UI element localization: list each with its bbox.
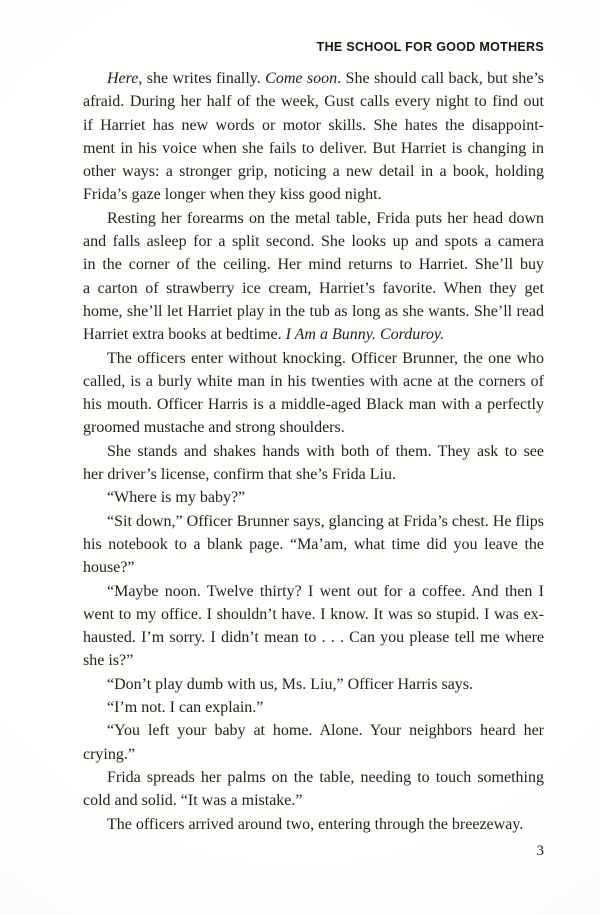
text-line: afraid. During her half of the week, Gust calls every night to find out <box>83 93 544 111</box>
text-line: She stands and shakes hands with both of them. They ask to see <box>107 442 544 460</box>
text-line: crying.” <box>83 745 135 763</box>
paragraph <box>83 67 544 207</box>
paragraph <box>83 719 544 766</box>
text-line: and falls asleep for a split second. She looks up and spots a camera <box>83 233 544 251</box>
page-number: 3 <box>536 843 544 859</box>
text-line: “I’m not. I can explain.” <box>107 699 264 717</box>
text-line: Resting her forearms on the metal table, Frida puts her head down <box>107 209 544 227</box>
text-line: ment in his voice when she fails to deliver. But Harriet is changing in <box>83 139 544 157</box>
text-line: called, is a burly white man in his twenties with acne at the corners of <box>83 372 544 390</box>
text-line: a carton of strawberry ice cream, Harriet’s favorite. When they get <box>83 279 544 297</box>
text-line: went to my office. I shouldn’t have. I know. It was so stupid. I was ex- <box>83 605 544 623</box>
text-line: “Sit down,” Officer Brunner says, glancing at Frida’s chest. He flips <box>107 512 544 530</box>
text-line: Frida spreads her palms on the table, needing to touch something <box>107 768 544 786</box>
body-text <box>83 67 544 836</box>
paragraph <box>83 766 544 813</box>
paragraph <box>83 673 544 696</box>
paragraph <box>83 696 544 719</box>
text-line: his notebook to a blank page. “Ma’am, what time did you leave the <box>83 535 544 553</box>
paragraph <box>83 347 544 440</box>
text-line: The officers arrived around two, entering through the breezeway. <box>107 815 524 833</box>
text-line: hausted. I’m sorry. I didn’t mean to . . . Can you please tell me where <box>83 629 544 647</box>
text-line: Harriet extra books at bedtime. I Am a Bunny. Corduroy. <box>83 326 445 344</box>
text-line: The officers enter without knocking. Officer Brunner, the one who <box>107 349 544 367</box>
text-line: other ways: a stronger grip, noticing a new detail in a book, holding <box>83 163 544 181</box>
paragraph <box>83 440 544 487</box>
text-line: Here, she writes finally. Come soon. She should call back, but she’s <box>107 70 544 87</box>
paragraph <box>83 813 544 836</box>
text-line: house?” <box>83 559 135 577</box>
paragraph <box>83 207 544 347</box>
text-line: in the corner of the ceiling. Her mind returns to Harriet. She’ll buy <box>83 256 544 274</box>
text-line: her driver’s license, confirm that she’s Frida Liu. <box>83 466 396 484</box>
text-line: Frida’s gaze longer when they kiss good night. <box>83 186 382 204</box>
paragraph <box>83 580 544 673</box>
text-line: “Don’t play dumb with us, Ms. Liu,” Officer Harris says. <box>107 675 474 693</box>
text-line: groomed mustache and strong shoulders. <box>83 419 345 437</box>
text-line: cold and solid. “It was a mistake.” <box>83 792 303 810</box>
text-line: “Maybe noon. Twelve thirty? I went out for a coffee. And then I <box>107 582 544 600</box>
running-header: THE SCHOOL FOR GOOD MOTHERS <box>316 40 544 54</box>
text-line: “You left your baby at home. Alone. Your neighbors heard her <box>107 722 544 740</box>
text-line: his mouth. Officer Harris is a middle-aged Black man with a perfectly <box>83 396 544 414</box>
paragraph <box>83 486 544 509</box>
text-line: she is?” <box>83 652 134 670</box>
text-line: if Harriet has new words or motor skills. She hates the disappoint- <box>83 116 544 134</box>
text-line: home, she’ll let Harriet play in the tub as long as she wants. She’ll read <box>83 302 544 320</box>
text-line: “Where is my baby?” <box>107 489 246 507</box>
paragraph <box>83 510 544 580</box>
